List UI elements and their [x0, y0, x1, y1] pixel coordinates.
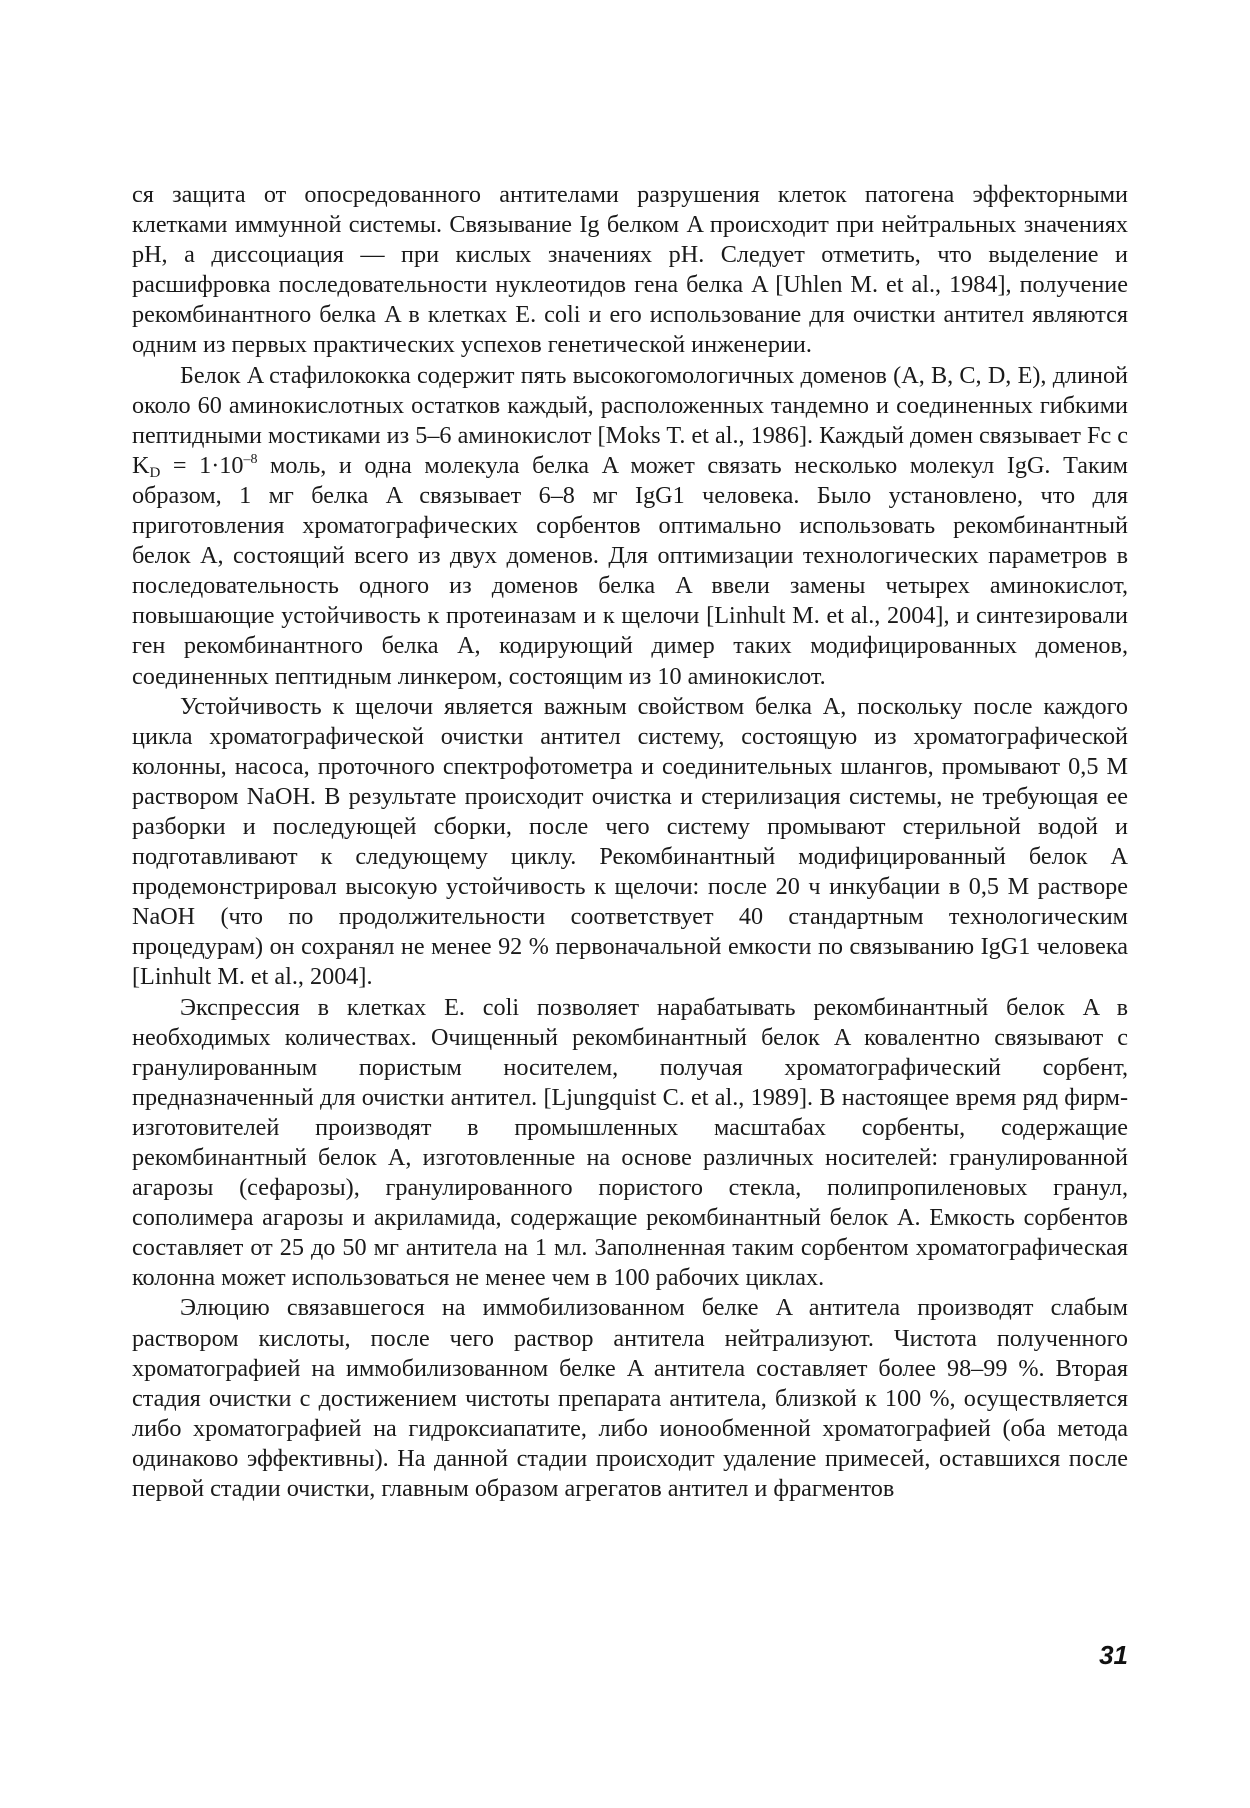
paragraph-3: Устойчивость к щелочи является важным свойством белка A, поскольку после каждого цикла хроматографической очистки антител систему, состоящую из хроматографической колонны, насоса, проточного спектрофотометра и соединительных шлангов, промывают 0,5 M раствором NaOH. В результате происходит очистка и стерилизация системы, не требующая ее разборки и последующей сборки, после чего систему промывают стерильной водой и подготавливают к следующему циклу. Рекомбинантный модифицированный белок A продемонстрировал высокую устойчивость к щелочи: после 20 ч инкубации в 0,5 M растворе NaOH (что по продолжительности соответствует 40 стандартным технологическим процедурам) он сохранял не менее 92 % первоначальной емкости по связыванию IgG1 человека [Linhult M. et al., 2004].: [132, 692, 1128, 991]
page-body: [132, 180, 1128, 1504]
paragraph-4: Экспрессия в клетках E. coli позволяет нарабатывать рекомбинантный белок A в необходимых количествах. Очищенный рекомбинантный белок A ковалентно связывают с гранулированным пористым носителем, получая хроматографический сорбент, предназначенный для очистки антител. [Ljungquist C. et al., 1989]. В настоящее время ряд фирм-изготовителей производят в промышленных масштабах сорбенты, содержащие рекомбинантный белок A, изготовленные на основе различных носителей: гранулированной агарозы (сефарозы), гранулированного пористого стекла, полипропиленовых гранул, сополимера агарозы и акриламида, содержащие рекомбинантный белок A. Емкость сорбентов составляет от 25 до 50 мг антитела на 1 мл. Заполненная таким сорбентом хроматографическая колонна может использоваться не менее чем в 100 рабочих циклах.: [132, 993, 1128, 1292]
paragraph-2-text-c: моль, и одна молекула белка A может связать несколько молекул IgG. Таким образом, 1 мг белка A связывает 6–8 мг IgG1 человека. Было установлено, что для приготовления хроматографических сорбентов оптимально использовать рекомбинантный белок A, состоящий всего из двух доменов. Для оптимизации технологических параметров в последовательность одного из доменов белка A ввели замены четырех аминокислот, повышающие устойчивость к протеиназам и к щелочи [Linhult M. et al., 2004], и синтезировали ген рекомбинантного белка A, кодирующий димер таких модифицированных доменов, соединенных пептидным линкером, состоящим из 10 аминокислот.: [132, 451, 1128, 690]
paragraph-2-text-a: Белок A стафилококка содержит пять высокогомологичных доменов (A, B, C, D, E), длиной около 60 аминокислотных остатков каждый, расположенных тандемно и соединенных гибкими пептидными мостиками из 5–6 аминокислот [Moks T. et al., 1986]. Каждый домен связывает Fc с K: [132, 361, 1128, 479]
paragraph-5: Элюцию связавшегося на иммобилизованном белке A антитела производят слабым раствором кислоты, после чего раствор антитела нейтрализуют. Чистота полученного хроматографией на иммобилизованном белке A антитела составляет более 98–99 %. Вторая стадия очистки с достижением чистоты препарата антитела, близкой к 100 %, осуществляется либо хроматографией на гидроксиапатите, либо ионообменной хроматографией (оба метода одинаково эффективны). На данной стадии происходит удаление примесей, оставшихся после первой стадии очистки, главным образом агрегатов антител и фрагментов: [132, 1294, 1128, 1503]
paragraph-2: [132, 361, 1128, 692]
page-number: 31: [1099, 1640, 1128, 1670]
exponent-superscript: –8: [243, 451, 258, 467]
paragraph-1: ся защита от опосредованного антителами разрушения клеток патогена эффекторными клетками иммунной системы. Связывание Ig белком A происходит при нейтральных значениях pH, а диссоциация — при кислых значениях pH. Следует отметить, что выделение и расшифровка последовательности нуклеотидов гена белка A [Uhlen M. et al., 1984], получение рекомбинантного белка A в клетках E. coli и его использование для очистки антител являются одним из первых практических успехов генетической инженерии.: [132, 181, 1128, 359]
paragraph-2-text-b: = 1·10: [160, 451, 244, 479]
kd-subscript: D: [149, 464, 161, 481]
